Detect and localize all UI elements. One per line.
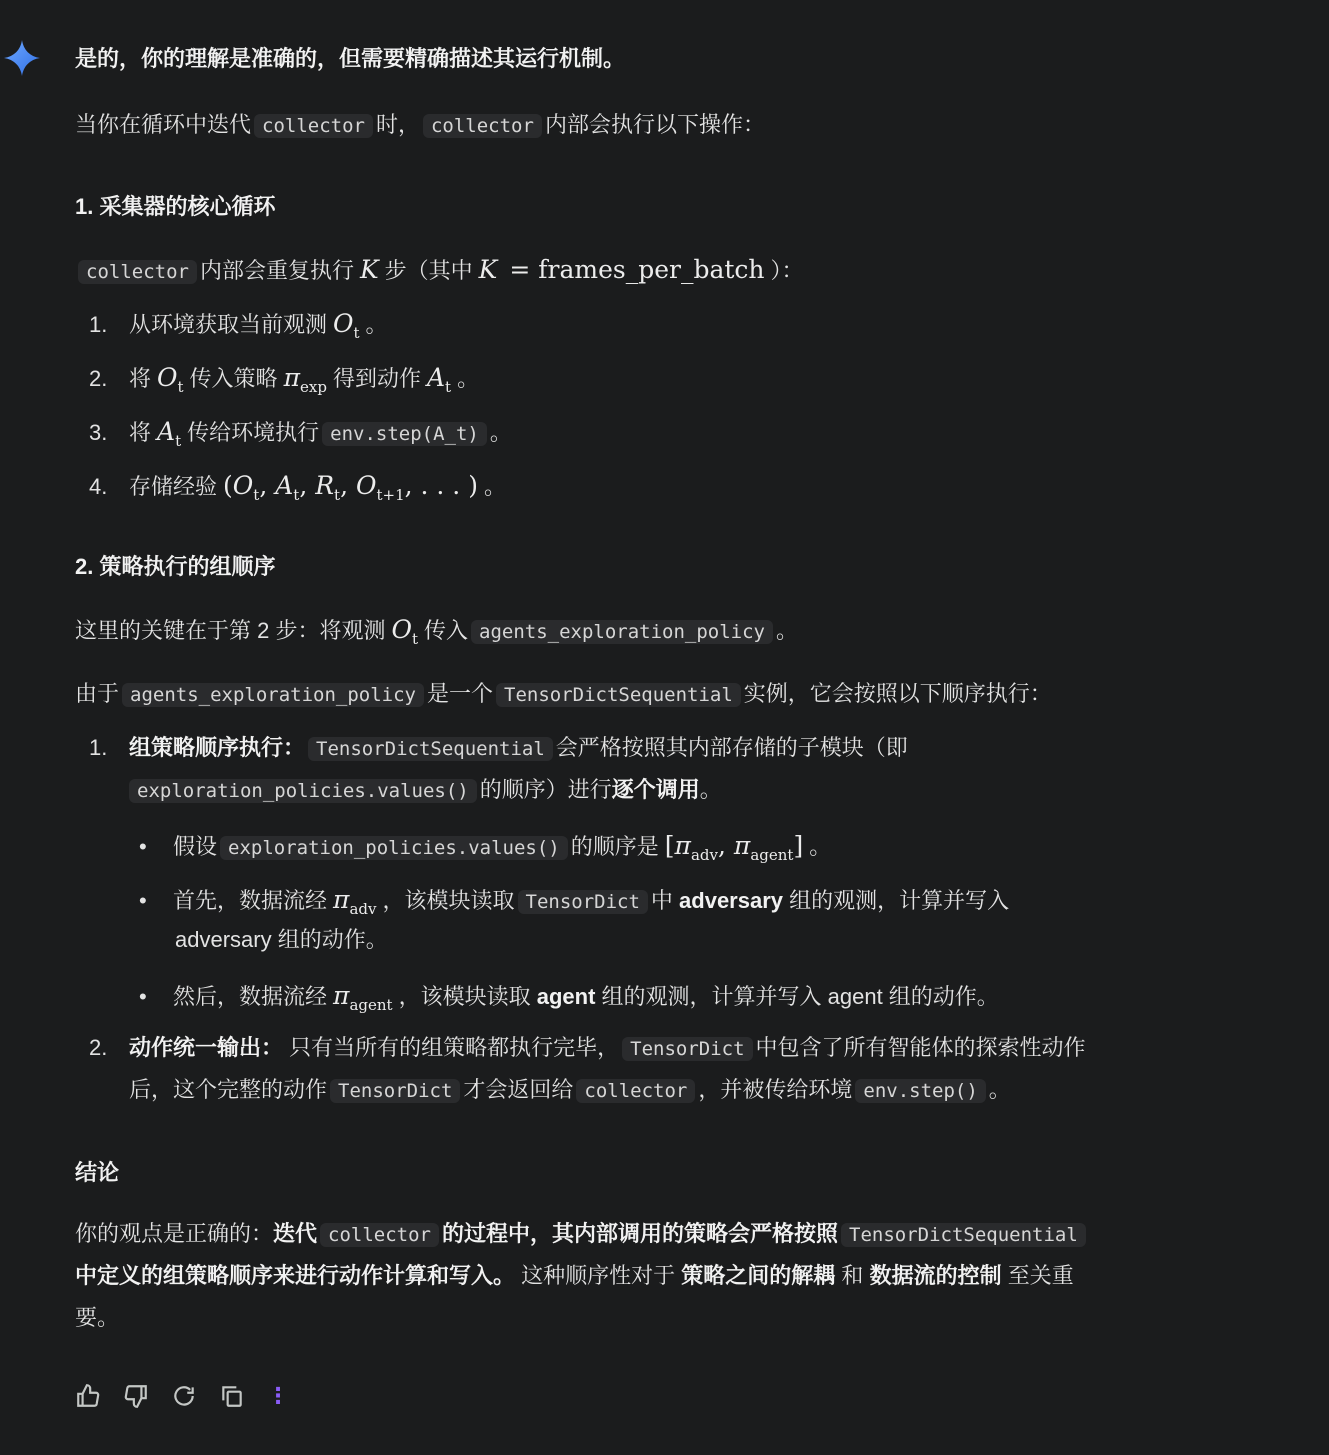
conclusion-para: 你的观点是正确的：迭代 collector 的过程中，其内部调用的策略会严格按照 TensorDictSequential	[75, 1216, 1089, 1251]
list-item-cont: exploration_policies.values() 的顺序）进行逐个调用。	[75, 772, 722, 807]
response-actions	[75, 1378, 287, 1413]
section-heading: 结论	[75, 1160, 120, 1185]
inline-code: collector	[254, 114, 373, 138]
list-item: 1. 组策略顺序执行： TensorDictSequential 会严格按照其内部存储的子模块（即	[89, 735, 908, 760]
list-item: 2. 将 $O_t$ 传入策略 $\pi_{exp}$ 得到动作 $A_t$ 。	[89, 363, 480, 396]
gemini-spark-icon	[4, 40, 40, 76]
regenerate-icon[interactable]	[171, 1383, 197, 1409]
copy-icon[interactable]	[219, 1383, 245, 1409]
bullet-item: • 假设 exploration_policies.values() 的顺序是 [$\pi_{adv}$, $\pi_{agent}$] 。	[139, 831, 832, 864]
list-item: 2. 动作统一输出： 只有当所有的组策略都执行完毕， TensorDict 中包含了所有智能体的探索性动作	[89, 1035, 1086, 1060]
more-options-icon[interactable]: ⋮	[267, 1383, 289, 1408]
list-item: 1. 从环境获取当前观测 $O_t$ 。	[89, 309, 388, 342]
inline-code: collector	[423, 114, 542, 138]
bullet-item: • 首先，数据流经 $\pi_{adv}$ ，该模块读取 TensorDict 中 adversary 组的观测，计算并写入	[139, 885, 1010, 918]
bullet-item-cont: adversary 组的动作。	[175, 927, 388, 952]
section-heading: 2. 策略执行的组顺序	[75, 554, 276, 579]
s1-lead: collector 内部会重复执行 K 步（其中 K = frames_per_batch ）：	[75, 250, 804, 290]
list-item: 3. 将 $A_t$ 传给环境执行 env.step(A_t) 。	[89, 417, 512, 450]
thumbs-down-icon[interactable]	[123, 1383, 149, 1409]
intro: 是的，你的理解是准确的，但需要精确描述其运行机制。	[75, 46, 626, 71]
para-1: 当你在循环中迭代 collector 时， collector 内部会执行以下操作：	[75, 112, 765, 137]
list-item-cont: 后，这个完整的动作 TensorDict 才会返回给 collector ，并被传给环境 env.step() 。	[129, 1077, 1011, 1102]
s2-para-2: 由于 agents_exploration_policy 是一个 TensorDictSequential 实例，它会按照以下顺序执行：	[75, 681, 1052, 706]
thumbs-up-icon[interactable]	[75, 1383, 101, 1409]
s2-para-1: 这里的关键在于第 2 步：将观测 $O_t$ 传入 agents_exploration_policy 。	[75, 615, 799, 648]
conclusion-para-cont: 中定义的组策略顺序来进行动作计算和写入。 这种顺序性对于 策略之间的解耦 和 数据流的控制 至关重	[75, 1263, 1074, 1288]
conclusion-para-end: 要。	[75, 1305, 120, 1330]
list-item: 4. 存储经验 ($O_t$, $A_t$, $R_t$, $O_{t+1}$, . . . ) 。	[89, 471, 506, 504]
bullet-item: • 然后，数据流经 $\pi_{agent}$ ，该模块读取 agent 组的观测，计算并写入 agent 组的动作。	[139, 981, 999, 1014]
section-heading: 1. 采集器的核心循环	[75, 194, 276, 219]
